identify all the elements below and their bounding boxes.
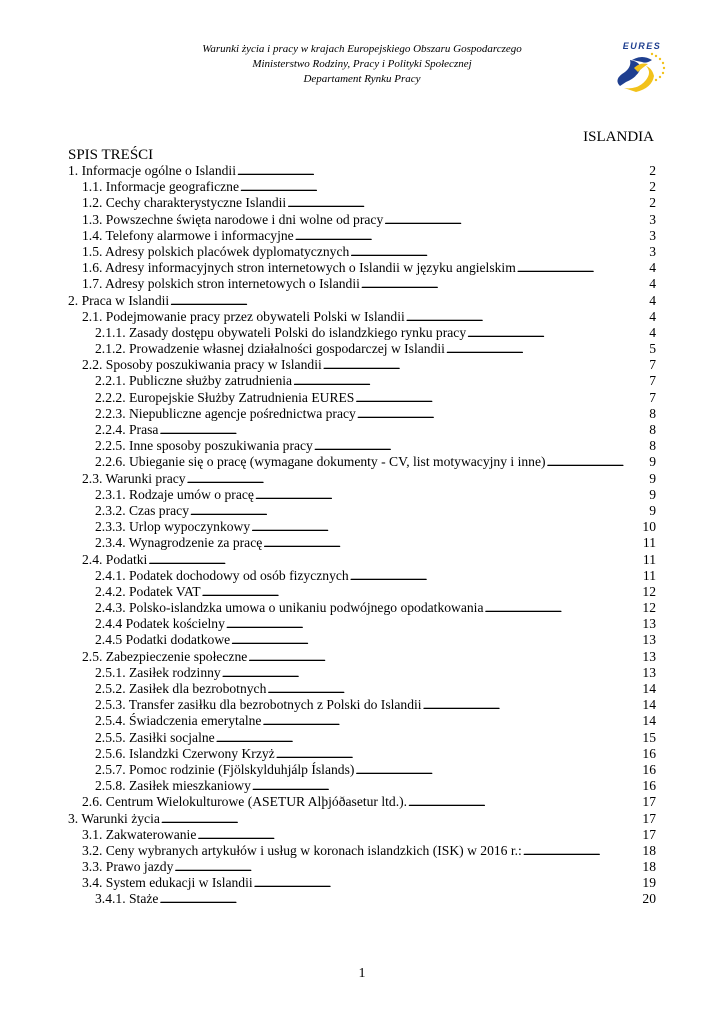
toc-entry-page: 8: [649, 438, 656, 454]
toc-entry-label: 2.2. Sposoby poszukiwania pracy w Islandii: [82, 357, 322, 373]
dot-leader: [267, 681, 641, 697]
dot-leader: [231, 632, 641, 648]
toc-entry-page: 12: [642, 583, 656, 599]
dot-leader: [355, 390, 648, 406]
header-line-2: Ministerstwo Rodziny, Pracy i Polityki Społecznej: [252, 58, 472, 70]
toc-entry[interactable]: [68, 713, 656, 729]
toc-entry-label: 2.5.4. Świadczenia emerytalne: [95, 713, 262, 729]
toc-entry[interactable]: [68, 811, 656, 827]
toc-entry[interactable]: [68, 762, 656, 778]
dot-leader: [467, 325, 648, 341]
toc-entry[interactable]: [68, 373, 656, 389]
toc-entry[interactable]: [68, 341, 656, 357]
eures-logo-icon: [612, 40, 668, 92]
dot-leader: [446, 341, 648, 357]
toc-entry[interactable]: [68, 649, 656, 665]
toc-entry-label: 2.2.2. Europejskie Służby Zatrudnienia EURES: [95, 389, 355, 405]
dot-leader: [251, 519, 641, 535]
toc-entry-label: 2.5.1. Zasiłek rodzinny: [95, 664, 221, 680]
toc-entry-page: 20: [642, 891, 656, 907]
toc-entry[interactable]: [68, 471, 656, 487]
toc-entry-page: 8: [649, 405, 656, 421]
toc-entry-label: 1.5. Adresy polskich placówek dyplomatycznych: [82, 243, 350, 259]
toc-entry-label: 1.3. Powszechne święta narodowe i dni wolne od pracy: [82, 211, 384, 227]
toc-entry-label: 3.3. Prawo jazdy: [82, 859, 174, 875]
toc-entry-label: 2.5. Zabezpieczenie społeczne: [82, 648, 248, 664]
dot-leader: [174, 859, 641, 875]
toc-entry-page: 17: [642, 826, 656, 842]
toc-entry[interactable]: [68, 487, 656, 503]
toc-entry-label: 2.4.1. Podatek dochodowy od osób fizycznych: [95, 567, 349, 583]
toc-entry[interactable]: [68, 794, 656, 810]
toc-entry[interactable]: [68, 568, 656, 584]
toc-entry[interactable]: [68, 276, 656, 292]
dot-leader: [148, 552, 642, 568]
dot-leader: [361, 276, 648, 292]
toc-entry[interactable]: [68, 390, 656, 406]
toc-entry[interactable]: [68, 406, 656, 422]
toc-entry-label: 2.5.3. Transfer zasiłku dla bezrobotnych z Polski do Islandii: [95, 697, 422, 713]
toc-entry[interactable]: [68, 746, 656, 762]
page-number: 1: [358, 966, 366, 981]
toc-entry-label: 1.6. Adresy informacyjnych stron internetowych o Islandii w języku angielskim: [82, 260, 516, 276]
toc-entry[interactable]: [68, 325, 656, 341]
header-line-1: Warunki życia i pracy w krajach Europejskiego Obszaru Gospodarczego: [202, 43, 522, 55]
toc-entry-page: 11: [642, 567, 656, 583]
toc-entry[interactable]: [68, 244, 656, 260]
toc-entry[interactable]: [68, 681, 656, 697]
toc-entry-label: 2.1.1. Zasady dostępu obywateli Polski do islandzkiego rynku pracy: [95, 324, 467, 340]
header-line-3: Departament Rynku Pracy: [303, 73, 421, 85]
dot-leader: [523, 843, 642, 859]
dot-leader: [423, 697, 642, 713]
toc-entry-page: 13: [642, 632, 656, 648]
toc-entry-label: 3.1. Zakwaterowanie: [82, 826, 197, 842]
toc-entry-label: 1. Informacje ogólne o Islandii: [68, 163, 236, 178]
dot-leader: [170, 293, 648, 309]
toc-entry-page: 7: [649, 357, 656, 373]
toc-entry-label: 2.2.3. Niepubliczne agencje pośrednictwa pracy: [95, 405, 356, 421]
toc-entry-page: 10: [642, 519, 656, 535]
dot-leader: [240, 179, 648, 195]
toc-entry-label: 3. Warunki życia: [68, 810, 160, 826]
toc-entry-label: 3.4.1. Staże: [95, 891, 159, 907]
toc-entry-page: 14: [642, 713, 656, 729]
toc-entry[interactable]: [68, 552, 656, 568]
table-of-contents: [68, 163, 656, 908]
toc-entry-label: 1.1. Informacje geograficzne: [82, 179, 239, 195]
toc-entry[interactable]: [68, 891, 656, 907]
toc-entry-page: 13: [642, 648, 656, 664]
dot-leader: [350, 244, 648, 260]
toc-entry[interactable]: [68, 600, 656, 616]
toc-entry[interactable]: [68, 503, 656, 519]
toc-entry-label: 1.2. Cechy charakterystyczne Islandii: [82, 195, 287, 211]
toc-entry[interactable]: [68, 212, 656, 228]
toc-entry[interactable]: [68, 665, 656, 681]
toc-entry[interactable]: [68, 519, 656, 535]
toc-entry[interactable]: [68, 195, 656, 211]
toc-entry-page: 4: [649, 276, 656, 292]
toc-entry-label: 2.3.3. Urlop wypoczynkowy: [95, 519, 251, 535]
dot-leader: [159, 891, 641, 907]
toc-entry[interactable]: [68, 260, 656, 276]
dot-leader: [252, 778, 641, 794]
dot-leader: [262, 713, 641, 729]
toc-entry-label: 2.1. Podejmowanie pracy przez obywateli Polski w Islandii: [82, 308, 405, 324]
toc-entry-page: 14: [642, 681, 656, 696]
dot-leader: [197, 827, 641, 843]
country-name: ISLANDIA: [583, 129, 654, 145]
dot-leader: [248, 649, 641, 665]
toc-title: SPIS TREŚCI: [68, 147, 154, 163]
dot-leader: [357, 406, 648, 422]
toc-entry[interactable]: [68, 293, 656, 309]
toc-entry-page: 13: [642, 664, 656, 680]
dot-leader: [237, 163, 648, 179]
toc-entry-label: 2.2.1. Publiczne służby zatrudnienia: [95, 373, 293, 389]
toc-entry-label: 2.3.1. Rodzaje umów o pracę: [95, 486, 254, 502]
toc-entry-label: 2.2.6. Ubieganie się o pracę (wymagane dokumenty - CV, list motywacyjny i inne): [95, 454, 546, 470]
toc-entry-page: 3: [649, 211, 656, 227]
dot-leader: [161, 811, 642, 827]
dot-leader: [187, 471, 649, 487]
dot-leader: [323, 357, 648, 373]
toc-entry-label: 2.5.8. Zasiłek mieszkaniowy: [95, 778, 251, 794]
toc-entry-page: 9: [649, 470, 656, 486]
toc-entry-page: 13: [642, 616, 656, 632]
toc-entry-page: 4: [649, 324, 656, 340]
toc-entry-page: 12: [642, 600, 656, 616]
dot-leader: [216, 730, 642, 746]
dot-leader: [263, 535, 642, 551]
dot-leader: [222, 665, 642, 681]
dot-leader: [226, 616, 642, 632]
dot-leader: [350, 568, 642, 584]
dot-leader: [254, 875, 642, 891]
toc-entry-page: 16: [642, 778, 656, 794]
toc-entry-label: 2.3.2. Czas pracy: [95, 502, 189, 518]
toc-entry-label: 2.5.6. Islandzki Czerwony Krzyż: [95, 745, 275, 761]
toc-entry-label: 2.5.7. Pomoc rodzinie (Fjölskylduhjálp Íslands): [95, 761, 355, 777]
toc-entry[interactable]: [68, 875, 656, 891]
toc-entry[interactable]: [68, 454, 656, 470]
svg-text:EURES: EURES: [622, 41, 662, 51]
dot-leader: [276, 746, 642, 762]
dot-leader: [547, 454, 649, 470]
dot-leader: [202, 584, 642, 600]
toc-entry-label: 2.4.2. Podatek VAT: [95, 583, 201, 599]
toc-entry-label: 1.7. Adresy polskich stron internetowych o Islandii: [82, 276, 360, 292]
toc-entry-page: 7: [649, 373, 656, 389]
toc-entry-label: 2.4.5 Podatki dodatkowe: [95, 632, 231, 648]
toc-entry-label: 2. Praca w Islandii: [68, 292, 170, 308]
toc-entry-page: 11: [642, 551, 656, 567]
toc-entry-page: 15: [642, 729, 656, 745]
dot-leader: [295, 228, 649, 244]
toc-entry-page: 19: [642, 875, 656, 891]
toc-entry[interactable]: [68, 843, 656, 859]
toc-entry-page: 2: [649, 163, 656, 178]
dot-leader: [293, 373, 648, 389]
toc-entry[interactable]: [68, 309, 656, 325]
toc-entry-page: 5: [649, 341, 656, 357]
toc-entry[interactable]: [68, 438, 656, 454]
toc-entry[interactable]: [68, 827, 656, 843]
dot-leader: [255, 487, 648, 503]
dot-leader: [287, 195, 648, 211]
toc-entry-page: 3: [649, 227, 656, 243]
toc-entry-label: 2.2.4. Prasa: [95, 422, 159, 437]
toc-entry-label: 2.3.4. Wynagrodzenie za pracę: [95, 535, 263, 551]
toc-entry-label: 2.5.2. Zasiłek dla bezrobotnych: [95, 681, 267, 696]
toc-entry[interactable]: [68, 632, 656, 648]
toc-entry-page: 2: [649, 179, 656, 195]
dot-leader: [485, 600, 642, 616]
toc-entry[interactable]: [68, 616, 656, 632]
toc-entry-page: 4: [649, 292, 656, 308]
toc-entry-label: 2.6. Centrum Wielokulturowe (ASETUR Alþjóðasetur ltd.).: [82, 794, 408, 810]
toc-entry[interactable]: [68, 697, 656, 713]
toc-entry-page: 16: [642, 761, 656, 777]
dot-leader: [355, 762, 641, 778]
toc-entry-page: 9: [649, 454, 656, 470]
toc-entry-page: 3: [649, 243, 656, 259]
toc-entry-page: 2: [649, 195, 656, 211]
toc-entry[interactable]: [68, 730, 656, 746]
toc-entry-label: 3.2. Ceny wybranych artykułów i usług w koronach islandzkich (ISK) w 2016 r.:: [82, 842, 522, 858]
toc-entry[interactable]: [68, 228, 656, 244]
toc-entry-page: 18: [642, 859, 656, 875]
dot-leader: [406, 309, 648, 325]
toc-entry[interactable]: [68, 778, 656, 794]
toc-entry-page: 4: [649, 308, 656, 324]
toc-entry-page: 7: [649, 389, 656, 405]
toc-entry-page: 18: [642, 842, 656, 858]
toc-entry[interactable]: [68, 422, 656, 438]
toc-entry-label: 2.4.4 Podatek kościelny: [95, 616, 225, 632]
toc-entry-label: 2.1.2. Prowadzenie własnej działalności gospodarczej w Islandii: [95, 341, 445, 357]
toc-entry-label: 2.3. Warunki pracy: [82, 470, 186, 486]
toc-entry-label: 2.2.5. Inne sposoby poszukiwania pracy: [95, 438, 313, 454]
toc-entry[interactable]: [68, 584, 656, 600]
toc-entry-label: 2.4.3. Polsko-islandzka umowa o unikaniu podwójnego opodatkowania: [95, 600, 484, 616]
dot-leader: [314, 438, 648, 454]
toc-entry[interactable]: [68, 179, 656, 195]
toc-entry-label: 2.5.5. Zasiłki socjalne: [95, 729, 215, 745]
dot-leader: [408, 794, 641, 810]
toc-entry-label: 3.4. System edukacji w Islandii: [82, 875, 253, 891]
dot-leader: [190, 503, 648, 519]
toc-entry-page: 17: [642, 794, 656, 810]
toc-entry-label: 1.4. Telefony alarmowe i informacyjne: [82, 227, 294, 243]
toc-entry[interactable]: [68, 535, 656, 551]
toc-entry-page: 11: [642, 535, 656, 551]
toc-entry-page: 16: [642, 745, 656, 761]
toc-entry-label: 2.4. Podatki: [82, 551, 148, 567]
toc-entry[interactable]: [68, 163, 656, 179]
dot-leader: [517, 260, 648, 276]
dot-leader: [159, 422, 648, 438]
dot-leader: [384, 212, 648, 228]
toc-entry-page: 9: [649, 486, 656, 502]
toc-entry-page: 8: [649, 422, 656, 437]
toc-entry-page: 9: [649, 502, 656, 518]
toc-entry[interactable]: [68, 859, 656, 875]
toc-entry-page: 4: [649, 260, 656, 276]
toc-entry-page: 17: [642, 810, 656, 826]
toc-entry[interactable]: [68, 357, 656, 373]
toc-entry-page: 14: [642, 697, 656, 713]
